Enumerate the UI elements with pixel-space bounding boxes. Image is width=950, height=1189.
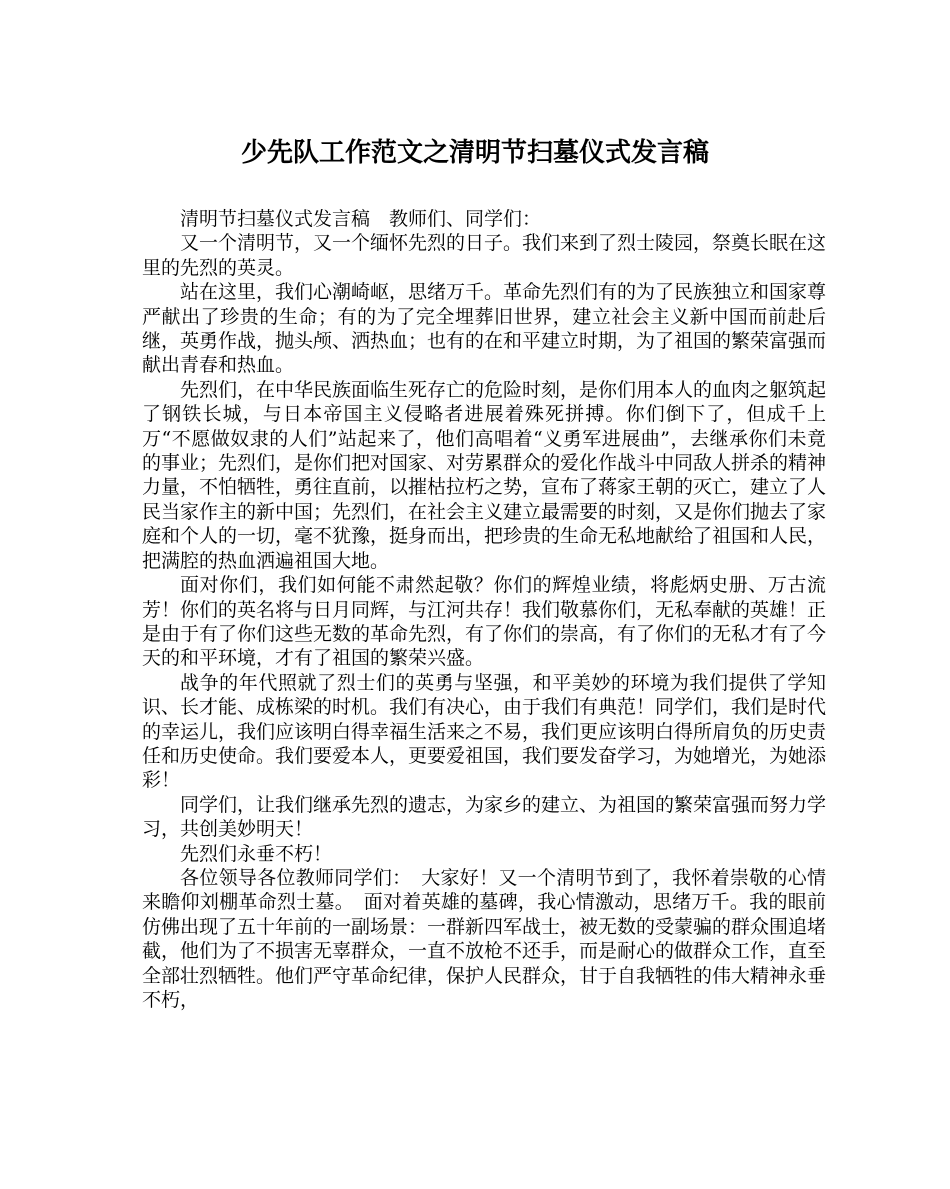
paragraph-3: 先烈们，在中华民族面临生死存亡的危险时刻，是你们用本人的血肉之躯筑起了钢铁长城，与日本帝国主义侵略者进展着殊死拼搏。你们倒下了，但成千上万“不愿做奴隶的人们”站起来了，他们高唱着“义勇军进展曲”，去继承你们未竟的事业；先烈们，是你们把对国家、对劳累群众的爱化作战斗中同敌人拼杀的精神力量，不怕牺牲，勇往直前，以摧枯拉朽之势，宣布了蒋家王朝的灭亡，建立了人民当家作主的新中国；先烈们，在社会主义建立最需要的时刻，又是你们抛去了家庭和个人的一切，毫不犹豫，挺身而出，把珍贵的生命无私地献给了祖国和人民，把满腔的热血洒遍祖国大地。: [142, 378, 827, 572]
paragraph-5: 战争的年代照就了烈士们的英勇与坚强，和平美妙的环境为我们提供了学知识、长才能、成栋梁的时机。我们有决心，由于我们有典范！同学们，我们是时代的幸运儿，我们应该明白得幸福生活来之不易，我们更应该明白得所肩负的历史责任和历史使命。我们要爱本人，更要爱祖国，我们要发奋学习，为她增光，为她添彩！: [142, 671, 827, 792]
paragraph-8: 各位领导各位教师同学们： 大家好！又一个清明节到了，我怀着崇敬的心情来瞻仰刘棚革命烈士墓。 面对着英雄的墓碑，我心情激动，思绪万千。我的眼前仿佛出现了五十年前的一副场景：一群新四军战士，被无数的受蒙骗的群众围追堵截，他们为了不损害无辜群众，一直不放枪不还手，而是耐心的做群众工作，直至全部壮烈牺牲。他们严守革命纪律，保护人民群众，甘于自我牺牲的伟大精神永垂不朽，: [142, 866, 827, 1011]
document-title: 少先队工作范文之清明节扫墓仪式发言稿: [240, 138, 709, 168]
paragraph-2: 站在这里，我们心潮崎岖，思绪万千。革命先烈们有的为了民族独立和国家尊严献出了珍贵的生命；有的为了完全埋葬旧世界，建立社会主义新中国而前赴后继，英勇作战，抛头颅、洒热血；也有的在和平建立时期，为了祖国的繁荣富强而献出青春和热血。: [142, 281, 827, 377]
paragraph-7: 先烈们永垂不朽！: [180, 842, 333, 865]
paragraph-6: 同学们，让我们继承先烈的遗志，为家乡的建立、为祖国的繁荣富强而努力学习，共创美妙明天！: [142, 793, 827, 841]
document-body: [142, 207, 826, 1012]
paragraph-1: 又一个清明节，又一个缅怀先烈的日子。我们来到了烈士陵园，祭奠长眠在这里的先烈的英灵。: [142, 232, 827, 279]
paragraph-4: 面对你们，我们如何能不肃然起敬？你们的辉煌业绩，将彪炳史册、万古流芳！你们的英名将与日月同辉，与江河共存！我们敬慕你们，无私奉献的英雄！正是由于有了你们这些无数的革命先烈，有了你们的崇高，有了你们的无私才有了今天的和平环境，才有了祖国的繁荣兴盛。: [142, 574, 827, 670]
paragraph-greeting: 清明节扫墓仪式发言稿 教师们、同学们：: [180, 208, 542, 230]
